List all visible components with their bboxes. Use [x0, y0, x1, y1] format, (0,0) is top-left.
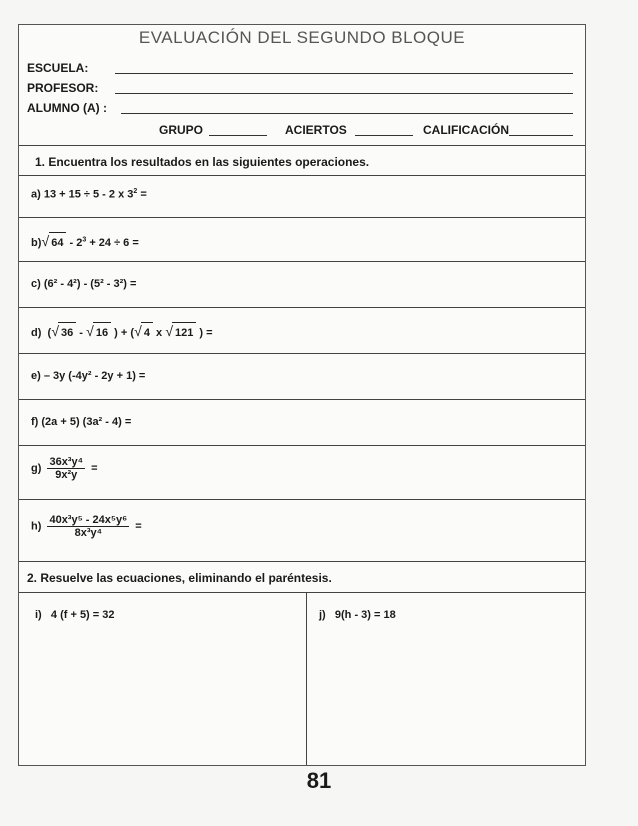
section2-row [19, 561, 585, 592]
question-f [19, 399, 585, 445]
question-g [19, 445, 585, 499]
grupo-label: GRUPO [159, 123, 204, 137]
aciertos-field[interactable] [355, 135, 413, 136]
escuela-label: ESCUELA: [27, 61, 89, 75]
question-h [19, 499, 585, 561]
section2-title: 2. Resuelve las ecuaciones, eliminando el paréntesis. [27, 571, 332, 585]
column-divider [306, 592, 307, 765]
grupo-field[interactable] [209, 135, 267, 136]
question-a [19, 175, 585, 217]
question-a-text: a) 13 + 15 ÷ 5 - 2 x $3^2$ = [31, 188, 147, 201]
page-number: 81 [306, 768, 332, 793]
exam-sheet [18, 24, 586, 766]
question-h-text: h) $\frac{\text{40x³y⁵ - 24x⁵y⁶}}{\text{8x³y⁴}}$ = [31, 514, 142, 539]
question-d-text: d) ( √ 36 - √ 16 ) + ( √ 4 x √ 121 ) = [31, 322, 213, 339]
alumno-field[interactable] [121, 113, 573, 114]
page-title: EVALUACIÓN DEL SEGUNDO BLOQUE [138, 28, 466, 47]
question-e-text: e) – 3y (-4y² - 2y + 1) = [31, 370, 146, 382]
calificacion-label: CALIFICACIÓN [423, 123, 509, 137]
question-b [19, 217, 585, 261]
question-c [19, 261, 585, 307]
answer-area [19, 592, 585, 767]
question-c-text: c) (6² - 4²) - (5² - 3²) = [31, 278, 137, 290]
question-g-text: g) $\frac{\text{36x³y⁴}}{\text{9x²y}}$ = [31, 456, 98, 481]
question-f-text: f) (2a + 5) (3a² - 4) = [31, 416, 132, 428]
profesor-field[interactable] [115, 93, 573, 94]
question-e [19, 353, 585, 399]
question-i-text: i) 4 (f + 5) = 32 [35, 609, 115, 621]
section1-row [19, 145, 585, 175]
calificacion-field[interactable] [509, 135, 573, 136]
alumno-label: ALUMNO (A) : [27, 101, 107, 115]
question-j-text: j) 9(h - 3) = 18 [319, 609, 396, 621]
section1-title: 1. Encuentra los resultados en las siguientes operaciones. [35, 155, 370, 169]
escuela-field[interactable] [115, 73, 573, 74]
question-d [19, 307, 585, 353]
aciertos-label: ACIERTOS [285, 123, 347, 137]
profesor-label: PROFESOR: [27, 81, 99, 95]
question-b-text: b) √ $64 - 2^3 + 24 \div 6$ = [31, 232, 139, 249]
